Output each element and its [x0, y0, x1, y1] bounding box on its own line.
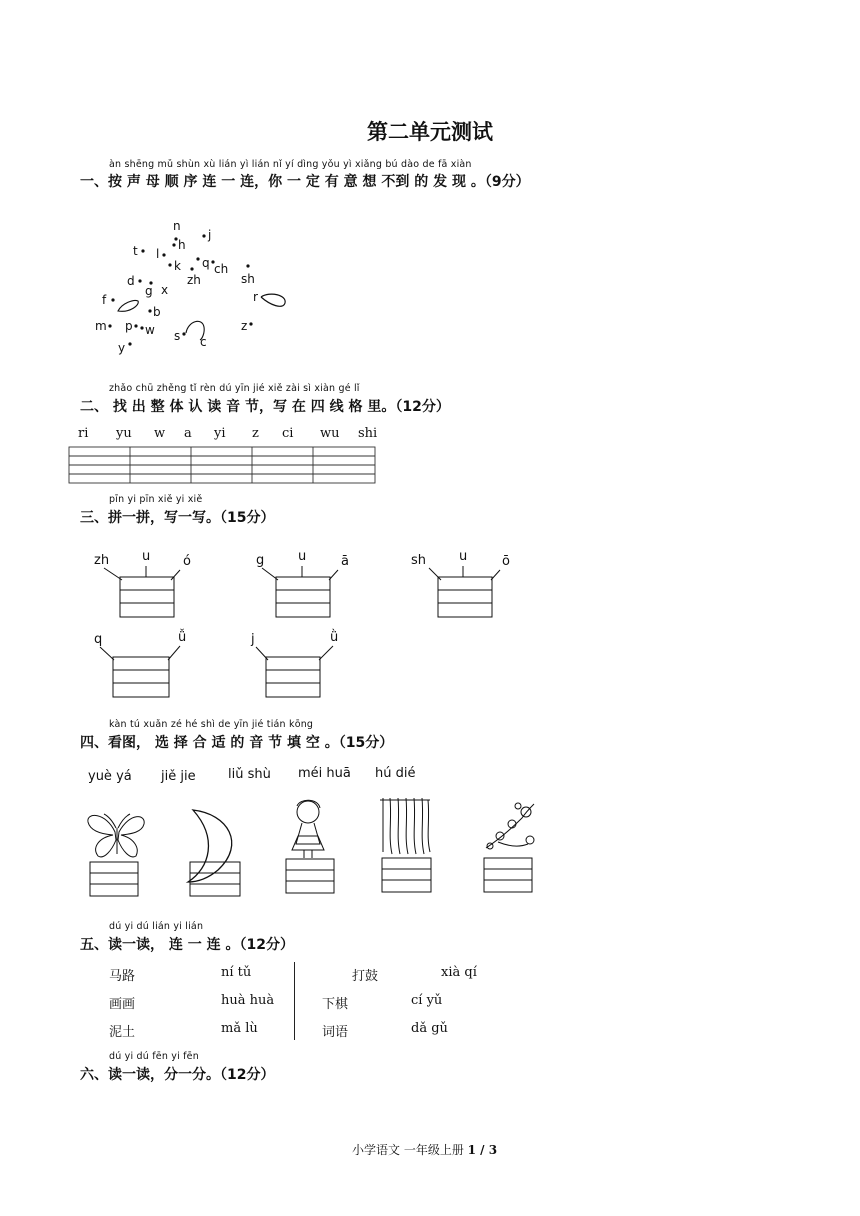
- section-5-pinyin: dú yi dú lián yi lián: [109, 921, 204, 932]
- section-5-heading: 五、读一读， 连 一 连 。（12分）: [80, 937, 294, 953]
- dot-label: m: [95, 319, 107, 333]
- match-pinyin: ní tǔ: [221, 965, 252, 980]
- dot-label: w: [145, 323, 155, 337]
- section-6-heading: 六、读一读，分一分。（12分）: [80, 1067, 275, 1083]
- section-3-heading: 三、拼一拼，写一写。（15分）: [80, 510, 275, 526]
- section-4-heading: 四、看图， 选 择 合 适 的 音 节 填 空 。（15分）: [80, 735, 394, 751]
- match-pinyin: cí yǔ: [411, 993, 443, 1008]
- four-line-grid[interactable]: [68, 446, 378, 486]
- spell-initial: g: [256, 553, 265, 568]
- dot-label: b: [153, 305, 161, 319]
- match-word: 画画: [109, 997, 136, 1012]
- dot-label: x: [161, 283, 169, 297]
- spelling-exercises: [80, 540, 540, 700]
- picture-word: méi huā: [298, 766, 351, 781]
- dot-puzzle: [80, 215, 310, 365]
- moon-icon: [188, 810, 232, 882]
- dot-label: q: [202, 256, 210, 270]
- syllable: w: [154, 426, 166, 441]
- syllable: ci: [282, 426, 294, 441]
- dot-label: s: [174, 329, 181, 343]
- dot-label: ch: [214, 262, 229, 276]
- syllable: a: [184, 426, 192, 441]
- spell-final: ā: [341, 554, 349, 569]
- plum-blossom-icon: [486, 803, 534, 849]
- match-word: 泥土: [109, 1025, 136, 1040]
- dot-label: l: [156, 247, 160, 261]
- section-6-pinyin: dú yi dú fēn yi fēn: [109, 1051, 199, 1062]
- picture-row: [78, 790, 548, 900]
- page-number: 1 / 3: [467, 1143, 498, 1157]
- dot-label: g: [145, 284, 153, 298]
- match-pinyin: mǎ lù: [221, 1021, 258, 1036]
- column-divider: [294, 962, 295, 1040]
- syllable: ri: [78, 426, 89, 441]
- spell-final: ǚ: [178, 630, 187, 645]
- spell-medial: u: [298, 549, 307, 564]
- spell-medial: u: [142, 549, 151, 564]
- dot-label: k: [174, 259, 181, 273]
- match-word: 词语: [322, 1025, 349, 1040]
- picture-word: jiě jie: [161, 769, 196, 784]
- dot-label: y: [118, 341, 126, 355]
- syllable: yu: [116, 426, 132, 441]
- dot-label: z: [241, 319, 248, 333]
- syllable: yi: [214, 426, 226, 441]
- spell-final: ǜ: [330, 630, 339, 645]
- page-footer: [352, 1141, 497, 1158]
- picture-word: liǔ shù: [228, 767, 271, 782]
- section-1-pinyin: àn shēng mǔ shùn xù lián yì lián nǐ yí dìng yǒu yì xiǎng bú dào de fā xiàn: [109, 159, 472, 170]
- page-title: 第二单元测试: [367, 119, 493, 144]
- butterfly-icon: [88, 814, 144, 857]
- willow-tree-icon: [380, 798, 430, 854]
- dot-label: zh: [187, 273, 201, 287]
- spell-initial: sh: [411, 553, 427, 568]
- picture-word: hú dié: [375, 766, 416, 781]
- syllable: shi: [358, 426, 378, 441]
- match-word: 马路: [109, 969, 136, 984]
- dot-label: c: [200, 335, 207, 349]
- dot-label: d: [127, 274, 135, 288]
- match-pinyin: huà huà: [221, 993, 275, 1008]
- spell-medial: u: [459, 549, 468, 564]
- match-pinyin: dǎ gǔ: [411, 1021, 448, 1036]
- dot-label: t: [133, 244, 138, 258]
- dot-label: h: [178, 238, 186, 252]
- spell-initial: j: [251, 632, 255, 647]
- picture-word: yuè yá: [88, 769, 132, 784]
- spell-initial: zh: [94, 553, 110, 568]
- section-1-heading: 一、按 声 母 顺 序 连 一 连，你 一 定 有 意 想 不到 的 发 现 。（9分）: [80, 174, 530, 190]
- whole-syllable-list: [70, 426, 390, 444]
- section-4-pinyin: kàn tú xuǎn zé hé shì de yīn jié tián kōng: [109, 719, 314, 730]
- girl-icon: [292, 800, 324, 858]
- spell-final: ō: [502, 554, 510, 569]
- dot-label: n: [173, 219, 181, 233]
- dot-label: f: [102, 293, 107, 307]
- section-3-pinyin: pīn yi pīn xiě yi xiě: [109, 494, 203, 505]
- spell-final: ó: [183, 554, 191, 569]
- dot-label: j: [208, 228, 212, 242]
- footer-subject: 小学语文 一年级上册: [352, 1143, 464, 1157]
- match-word: 下棋: [322, 997, 349, 1012]
- syllable: z: [252, 426, 259, 441]
- match-pinyin: xià qí: [441, 965, 477, 980]
- dot-label: r: [253, 290, 258, 304]
- section-2-pinyin: zhǎo chū zhěng tǐ rèn dú yīn jié xiě zài sì xiàn gé lǐ: [109, 383, 360, 394]
- spell-initial: q: [94, 632, 103, 647]
- dot-label: sh: [241, 272, 255, 286]
- syllable: wu: [320, 426, 340, 441]
- section-2-heading: 二、 找 出 整 体 认 读 音 节，写 在 四 线 格 里。（12分）: [80, 399, 450, 415]
- match-word: 打鼓: [352, 969, 379, 984]
- dot-label: p: [125, 319, 133, 333]
